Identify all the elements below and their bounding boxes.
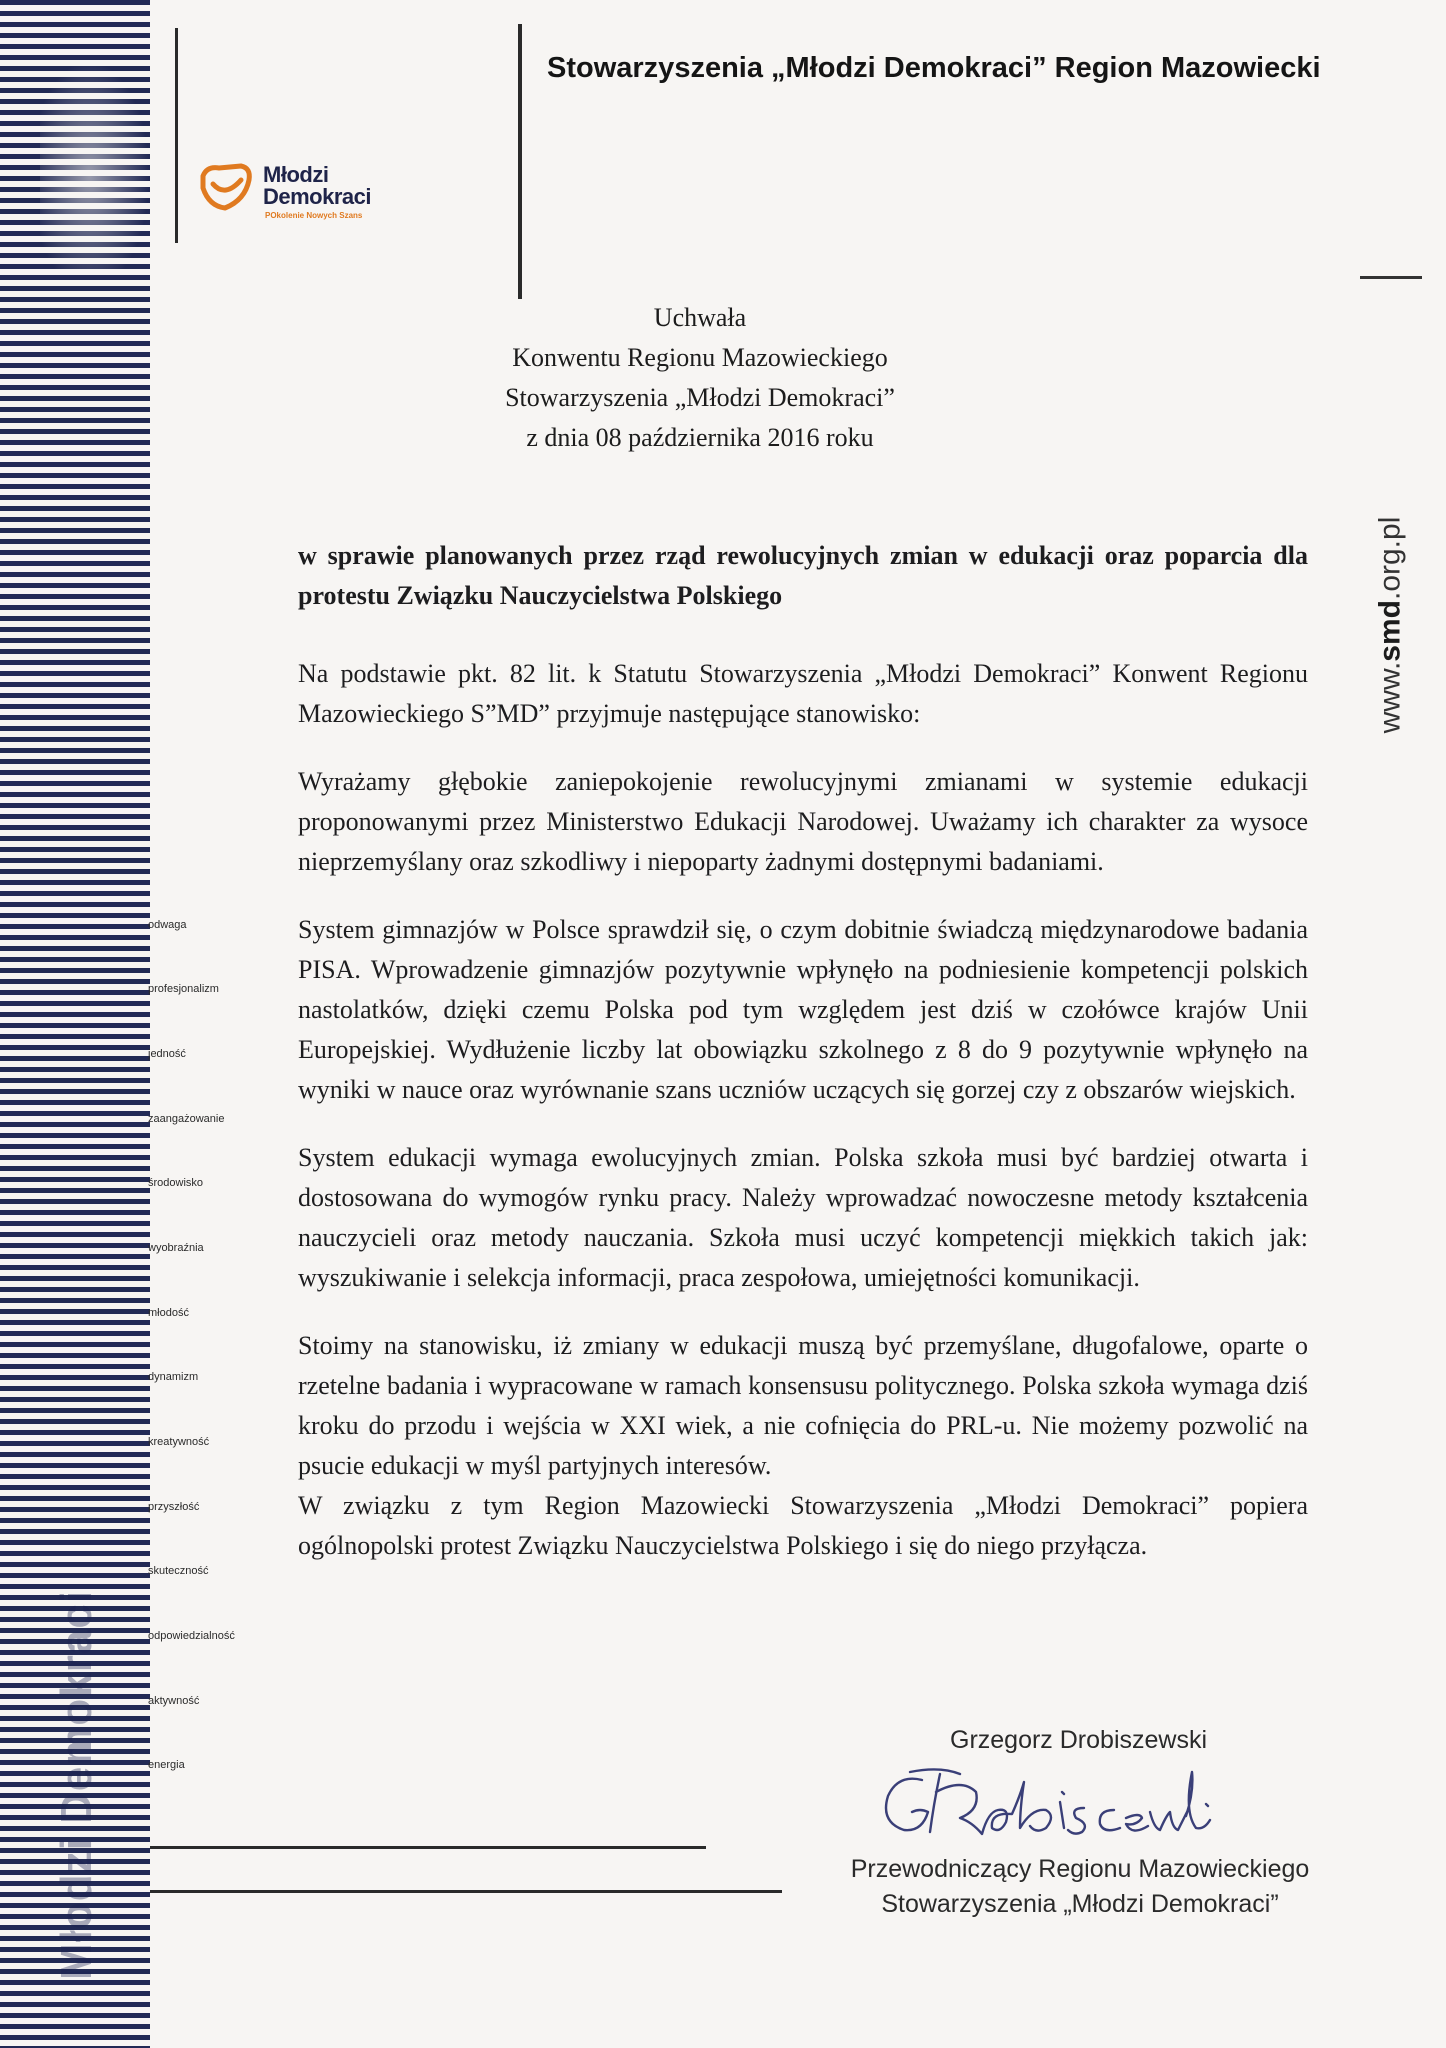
value-item: aktywność	[148, 1695, 200, 1707]
logo	[195, 158, 425, 238]
divider-line	[1360, 276, 1422, 279]
body-paragraph: Wyrażamy głębokie zaniepokojenie rewolucyjnymi zmianami w systemie edukacji proponowanymi przez Ministerstwo Edukacji Narodowej. Uważamy ich charakter za wysoce nieprzemyślany oraz szkodliwy i niepoparty żadnymi dostępnymi badaniami.	[298, 767, 1308, 876]
document-body	[298, 536, 1308, 1594]
value-item: odpowiedzialność	[148, 1630, 235, 1642]
value-item: jedność	[148, 1048, 186, 1060]
value-item: zaangażowanie	[148, 1113, 225, 1125]
body-paragraph: Na podstawie pkt. 82 lit. k Statutu Stowarzyszenia „Młodzi Demokraci” Konwent Regionu Mazowieckiego S”MD” przyjmuje następujące stanowisko:	[298, 659, 1308, 728]
value-item: dynamizm	[148, 1371, 199, 1383]
signatory-title-line: Stowarzyszenia „Młodzi Demokraci”	[881, 1890, 1279, 1918]
signatory-title-line: Przewodniczący Regionu Mazowieckiego	[850, 1855, 1310, 1883]
body-paragraph: System edukacji wymaga ewolucyjnych zmian. Polska szkoła musi być bardziej otwarta i dostosowana do wymogów rynku pracy. Należy wprowadzać nowoczesne metody kształcenia nauczycieli oraz metody nauczania. Szkoła musi uczyć kompetencji miękkich takich jak: wyszukiwanie i selekcja informacji, praca zespołowa, umiejętności komunikacji.	[298, 1143, 1308, 1292]
divider-line	[175, 28, 178, 243]
body-paragraph: Stoimy na stanowisku, iż zmiany w edukacji muszą być przemyślane, długofalowe, oparte o rzetelne badania i wypracowane w ramach konsensusu politycznego. Polska szkoła wymaga dziś kroku do przodu i wejścia w XXI wiek, a nie cofnięcia do PRL-u. Nie możemy pozwolić na psucie edukacji w myśl partyjnych interesów.	[298, 1331, 1308, 1480]
value-item: młodość	[148, 1307, 189, 1319]
handwritten-signature	[870, 1752, 1230, 1852]
value-item: przyszłość	[148, 1501, 200, 1513]
value-item: profesjonalizm	[148, 983, 219, 995]
heading-line: Konwentu Regionu Mazowieckiego	[512, 343, 888, 372]
signatory-name: Grzegorz Drobiszewski	[950, 1726, 1208, 1754]
value-item: kreatywność	[148, 1436, 210, 1448]
heading-line: Uchwała	[653, 303, 747, 332]
signatory-title	[815, 1852, 1345, 1922]
resolution-heading	[450, 298, 950, 458]
stripes-emblem-watermark	[40, 60, 150, 270]
logo-wordmark-line2: Demokraci	[263, 184, 372, 209]
footer-line	[150, 1846, 706, 1849]
heading-line: Stowarzyszenia „Młodzi Demokraci”	[505, 383, 895, 412]
body-paragraph: W związku z tym Region Mazowiecki Stowarzyszenia „Młodzi Demokraci” popiera ogólnopolski protest Związku Nauczycielstwa Polskiego i się do niego przyłącza.	[298, 1491, 1308, 1560]
logo-wordmark-line1: Młodzi	[263, 162, 329, 187]
value-item: odwaga	[148, 919, 187, 931]
value-item: energia	[148, 1759, 185, 1771]
value-item: wyobraźnia	[148, 1242, 204, 1254]
body-paragraph: System gimnazjów w Polsce sprawdził się, o czym dobitnie świadczą międzynarodowe badania PISA. Wprowadzenie gimnazjów pozytywnie wpłynęło na podniesienie kompetencji polskich nastolatków, dzięki czemu Polska pod tym względem jest dziś w czołówce krajów Unii Europejskiej. Wydłużenie liczby lat obowiązku szkolnego z 8 do 9 pozytywnie wpłynęło na wyniki w nauce oraz wyrównanie szans uczniów uczących się gorzej czy z obszarów wiejskich.	[298, 915, 1308, 1104]
value-item: środowisko	[148, 1177, 204, 1189]
heading-line: z dnia 08 października 2016 roku	[526, 423, 874, 452]
value-item: skuteczność	[148, 1565, 209, 1577]
logo-smile-icon	[195, 158, 257, 220]
organization-header: Stowarzyszenia „Młodzi Demokraci” Region Mazowiecki	[547, 52, 1321, 84]
footer-line	[150, 1890, 782, 1893]
website-url: www.smd.org.pl	[1373, 516, 1407, 734]
divider-line	[518, 24, 522, 299]
logo-tagline: POkolenie Nowych Szans	[265, 211, 363, 220]
sidebar-vertical-text: Młodzi Demokraci	[52, 1589, 101, 1981]
resolution-subject: w sprawie planowanych przez rząd rewolucyjnych zmian w edukacji oraz poparcia dla protestu Związku Nauczycielstwa Polskiego	[298, 541, 1308, 610]
